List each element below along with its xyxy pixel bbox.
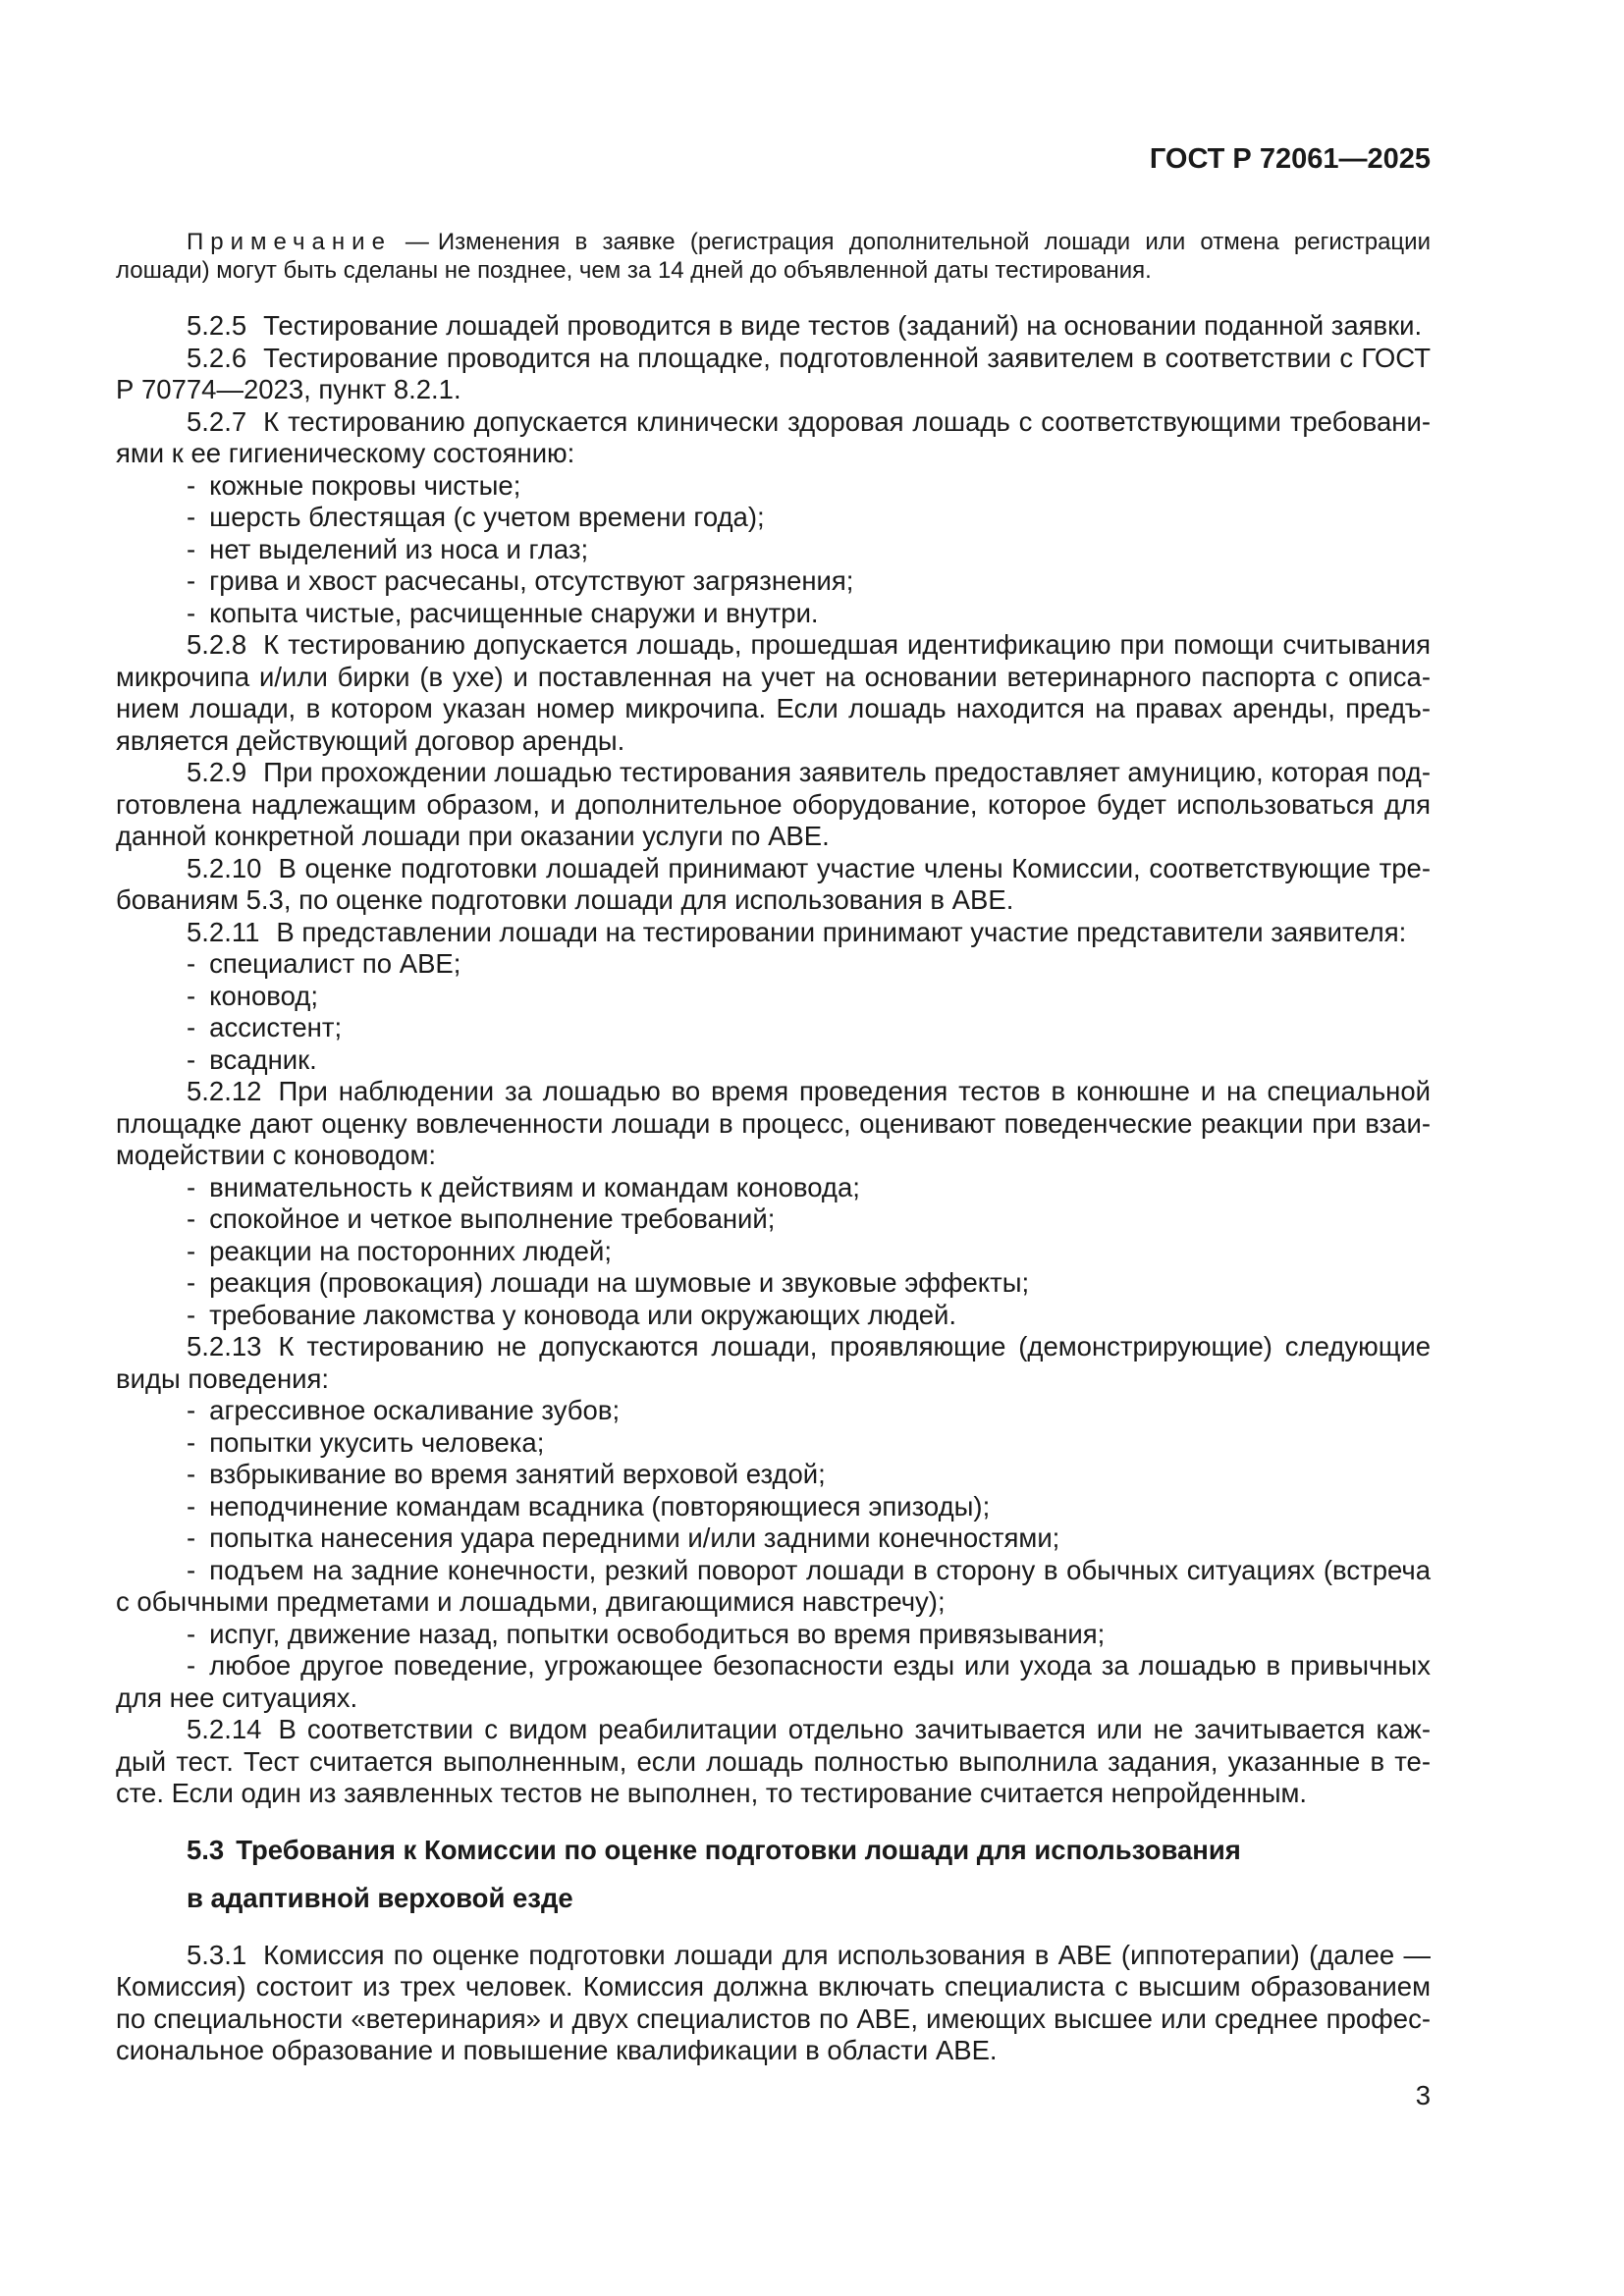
list-item xyxy=(116,981,1431,1013)
clause-number: 5.3.1 xyxy=(187,1939,247,1970)
list-item xyxy=(116,1555,1431,1619)
clause-5-2-12 xyxy=(116,1076,1431,1172)
list-item-text: внимательность к действиям и командам коновода; xyxy=(209,1171,860,1202)
list-item xyxy=(116,1203,1431,1236)
clause-5-2-10 xyxy=(116,853,1431,917)
clause-text: К тестированию не допускаются лошади, проявляющие (демонстрирующие) следующие виды поведения: xyxy=(116,1331,1431,1394)
list-item xyxy=(116,1491,1431,1523)
list-item-text: копыта чистые, расчищенные снаружи и внутри. xyxy=(209,597,819,628)
clause-number: 5.3 xyxy=(187,1834,225,1865)
clause-text: Комиссия по оценке подготовки лошади для использования в АВЕ (иппотерапии) (далее — Комиссия) состоит из трех человек. Комиссия должна включать специалиста с высшим образованием по специальности «ветеринария» и двух специалистов по АВЕ, имеющих высшее или среднее профессиональное образование и повышение квалификации в области АВЕ. xyxy=(116,1939,1431,2065)
list-item-text: любое другое поведение, угрожающее безопасности езды или ухода за лошадью в привычных для нее ситуациях. xyxy=(116,1650,1431,1713)
bullet-marker: - xyxy=(187,1554,196,1585)
list-item-text: требование лакомства у коновода или окружающих людей. xyxy=(209,1299,956,1330)
clause-5-2-13 xyxy=(116,1331,1431,1395)
clause-5-2-14 xyxy=(116,1714,1431,1810)
clause-number: 5.2.12 xyxy=(187,1076,262,1106)
list-item-text: неподчинение командам всадника (повторяющиеся эпизоды); xyxy=(209,1490,991,1522)
list-item xyxy=(116,1300,1431,1332)
bullet-marker: - xyxy=(187,565,196,596)
list-item xyxy=(116,1012,1431,1044)
list-item xyxy=(116,1044,1431,1077)
list-item-text: реакции на посторонних людей; xyxy=(209,1235,612,1266)
list-item xyxy=(116,1267,1431,1300)
list-item-text: реакция (провокация) лошади на шумовые и звуковые эффекты; xyxy=(209,1267,1030,1298)
clause-text: При наблюдении за лошадью во время проведения тестов в конюшне и на специальной площадке дают оценку вовлеченности лошади в процесс, оценивают поведенческие реакции при взаимодействии с коноводом: xyxy=(116,1076,1431,1170)
bullet-marker: - xyxy=(187,502,196,532)
clause-text: В соответствии с видом реабилитации отдельно зачитывается или не зачитывается каждый тест. Тест считается выполненным, если лошадь полностью выполнила задания, указанные в тесте. Если один из заявленных тестов не выполнен, то тестирование считается непройденным. xyxy=(116,1714,1431,1808)
clause-5-2-6 xyxy=(116,343,1431,406)
clause-5-2-5 xyxy=(116,310,1431,343)
bullet-marker: - xyxy=(187,1235,196,1266)
bullet-marker: - xyxy=(187,1012,196,1042)
list-item xyxy=(116,1459,1431,1491)
clause-text: При прохождении лошадью тестирования заявитель предоставляет амуницию, которая подготовлена надлежащим образом, и дополнительное оборудование, которое будет использоваться для данной конкретной лошади при оказании услуги по АВЕ. xyxy=(116,757,1431,851)
bullet-marker: - xyxy=(187,1395,196,1425)
clause-5-2-8 xyxy=(116,629,1431,757)
clause-5-2-11 xyxy=(116,917,1431,949)
bullet-marker: - xyxy=(187,1490,196,1522)
list-item-text: агрессивное оскаливание зубов; xyxy=(209,1395,621,1425)
clause-text: В оценке подготовки лошадей принимают участие члены Комиссии, соответствующие требованиям 5.3, по оценке подготовки лошади для использования в АВЕ. xyxy=(116,852,1431,915)
list-item-text: всадник. xyxy=(209,1043,317,1075)
clause-text: К тестированию допускается клинически здоровая лошадь с соответствующими требованиями к ее гигиеническому состоянию: xyxy=(116,405,1431,468)
section-heading-line2: в адаптивной верховой езде xyxy=(187,1882,573,1913)
list-item-text: ассистент; xyxy=(209,1012,343,1042)
clause-5-2-9 xyxy=(116,757,1431,853)
list-item-text: грива и хвост расчесаны, отсутствуют загрязнения; xyxy=(209,565,854,596)
bullet-marker: - xyxy=(187,469,196,501)
bullet-marker: - xyxy=(187,533,196,564)
list-item xyxy=(116,534,1431,566)
clause-number: 5.2.9 xyxy=(187,757,247,787)
bullet-marker: - xyxy=(187,1426,196,1458)
clause-number: 5.2.5 xyxy=(187,310,247,341)
list-item-text: попытка нанесения удара передними и/или задними конечностями; xyxy=(209,1522,1060,1553)
list-item xyxy=(116,948,1431,981)
list-item xyxy=(116,1395,1431,1427)
list-item xyxy=(116,502,1431,534)
list-item-text: специалист по АВЕ; xyxy=(209,948,461,979)
section-heading-line1: Требования к Комиссии по оценке подготовки лошади для использования xyxy=(236,1834,1241,1865)
list-item-text: шерсть блестящая (с учетом времени года); xyxy=(209,502,765,532)
list-item xyxy=(116,1427,1431,1460)
list-item-text: кожные покровы чистые; xyxy=(209,469,521,501)
bullet-marker: - xyxy=(187,1267,196,1298)
list-item xyxy=(116,1619,1431,1651)
clause-number: 5.2.7 xyxy=(187,405,247,437)
page-number: 3 xyxy=(1415,2079,1431,2110)
clause-5-3-1 xyxy=(116,1940,1431,2067)
clause-text: Тестирование проводится на площадке, подготовленной заявителем в соответствии с ГОСТ Р 70774—2023, пункт 8.2.1. xyxy=(116,342,1431,404)
bullet-marker: - xyxy=(187,948,196,979)
clause-number: 5.2.13 xyxy=(187,1331,262,1362)
bullet-marker: - xyxy=(187,1650,196,1681)
bullet-marker: - xyxy=(187,980,196,1011)
list-item xyxy=(116,470,1431,503)
list-item-text: подъем на задние конечности, резкий поворот лошади в сторону в обычных ситуациях (встреча с обычными предметами и лошадьми, двигающимися навстречу); xyxy=(116,1554,1431,1617)
note-dash: — xyxy=(405,229,429,255)
list-item xyxy=(116,1522,1431,1555)
list-item-text: спокойное и четкое выполнение требований; xyxy=(209,1203,776,1234)
clause-text: Тестирование лошадей проводится в виде тестов (заданий) на основании поданной заявки. xyxy=(263,310,1423,341)
clause-5-2-7 xyxy=(116,406,1431,470)
document-header xyxy=(116,143,1431,176)
clause-number: 5.2.14 xyxy=(187,1714,262,1744)
list-item xyxy=(116,1236,1431,1268)
note-text: Изменения в заявке (регистрация дополнительной лошади или отмена регистрации лошади) могут быть сделаны не позднее, чем за 14 дней до объявленной даты тестирования. xyxy=(116,229,1431,284)
list-item-text: коновод; xyxy=(209,980,318,1011)
list-item xyxy=(116,565,1431,598)
clause-number: 5.2.10 xyxy=(187,852,262,883)
bullet-marker: - xyxy=(187,1618,196,1649)
section-heading-5-3 xyxy=(116,1826,1431,1922)
bullet-marker: - xyxy=(187,1459,196,1489)
bullet-marker: - xyxy=(187,597,196,628)
bullet-marker: - xyxy=(187,1299,196,1330)
clause-number: 5.2.11 xyxy=(187,916,260,947)
clause-text: К тестированию допускается лошадь, прошедшая идентификацию при помощи считывания микрочипа и/или бирки (в ухе) и поставленная на учет на основании ветеринарного паспорта с описанием лошади, в котором указан номер микрочипа. Если лошадь находится на правах аренды, предъявляется действующий договор аренды. xyxy=(116,629,1431,756)
list-item-text: взбрыкивание во время занятий верховой ездой; xyxy=(209,1459,826,1489)
bullet-marker: - xyxy=(187,1043,196,1075)
bullet-marker: - xyxy=(187,1522,196,1553)
list-item-text: испуг, движение назад, попытки освободиться во время привязывания; xyxy=(209,1618,1106,1649)
note-label: Примечание xyxy=(187,229,392,255)
note-paragraph xyxy=(116,229,1431,285)
list-item xyxy=(116,598,1431,630)
bullet-marker: - xyxy=(187,1203,196,1234)
clause-text: В представлении лошади на тестировании принимают участие представители заявителя: xyxy=(276,916,1407,947)
clause-number: 5.2.6 xyxy=(187,342,247,373)
standard-designation: ГОСТ Р 72061—2025 xyxy=(1149,143,1431,175)
list-item-text: нет выделений из носа и глаз; xyxy=(209,533,589,564)
list-item xyxy=(116,1650,1431,1714)
bullet-marker: - xyxy=(187,1171,196,1202)
list-item-text: попытки укусить человека; xyxy=(209,1426,545,1458)
clause-number: 5.2.8 xyxy=(187,629,247,660)
list-item xyxy=(116,1172,1431,1204)
